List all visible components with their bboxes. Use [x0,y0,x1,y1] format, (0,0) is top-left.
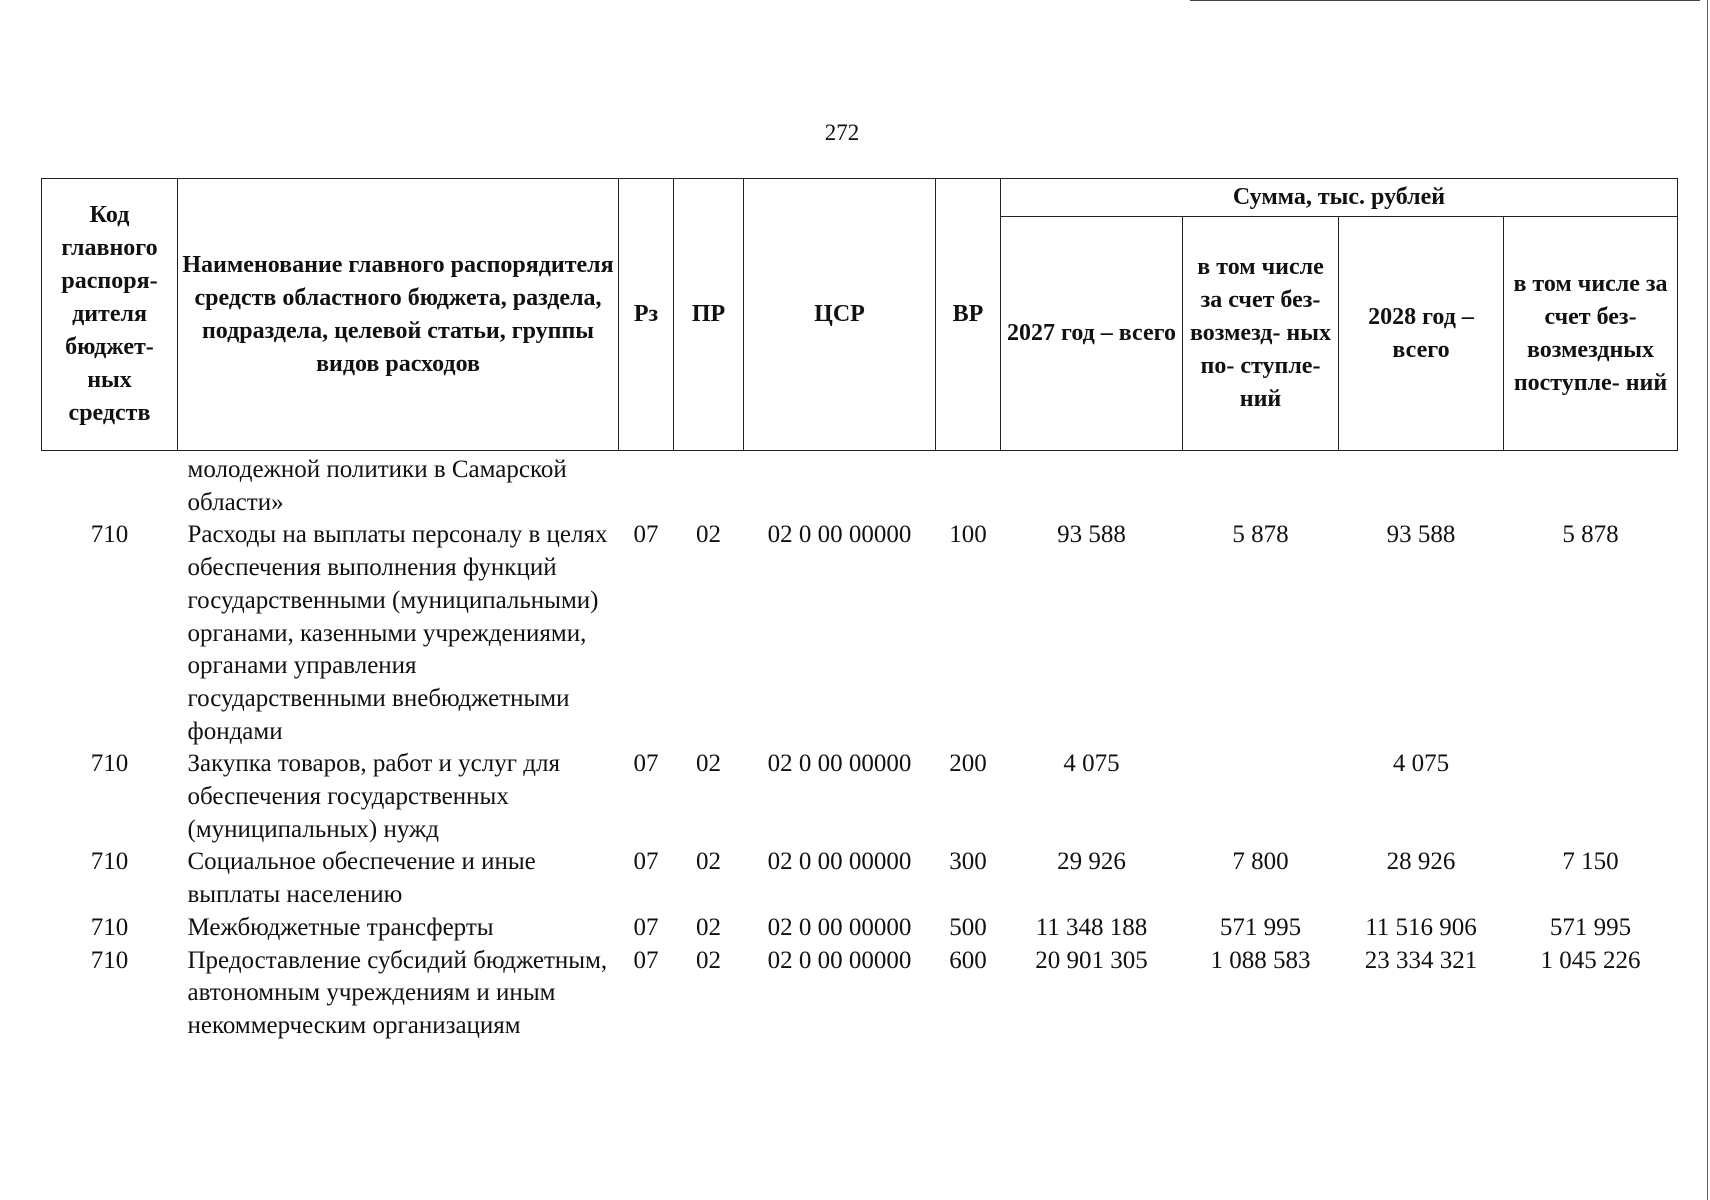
right-border-line [1707,0,1708,1200]
cell-rz: 07 [633,750,659,778]
top-border-line [1190,0,1700,1]
cell-code: 710 [90,946,129,974]
cell-name: Расходы на выплаты персоналу в целях обеспечения выполнения функций государственными (муниципальными) органами, казенными учреждениями, органами управления государственными внебюджетными фондами [187,521,608,745]
cell-2027-free: 1 088 583 [1210,946,1311,974]
cell-2027-total: 20 901 305 [1035,946,1148,974]
cell-name: Межбюджетные трансферты [187,913,494,941]
table-row [42,846,1678,911]
cell-2028-free: 5 878 [1562,521,1619,549]
cell-2027-free: 5 878 [1232,521,1289,549]
cell-rz: 07 [633,913,659,941]
table-row [42,519,1678,748]
cell-2028-total [1339,451,1504,520]
cell-2027-free: 571 995 [1219,913,1302,941]
header-name: Наименование главного распорядителя средств областного бюджета, раздела, подраздела, целевой статьи, группы видов расходов [178,179,619,451]
cell-2028-free [1504,451,1678,520]
cell-2028-free [1504,748,1678,846]
cell-rz: 07 [633,848,659,876]
cell-pr: 02 [696,848,721,876]
cell-2028-free: 7 150 [1562,848,1619,876]
table-header [42,179,1678,451]
cell-vr: 600 [949,946,987,974]
cell-2028-total: 93 588 [1386,521,1456,549]
cell-2027-total: 93 588 [1057,521,1126,549]
cell-pr: 02 [696,750,721,778]
cell-code: 710 [90,750,129,778]
header-csr: ЦСР [744,179,936,451]
cell-pr: 02 [696,521,721,549]
cell-2027-total: 11 348 188 [1035,913,1148,941]
cell-2028-free: 571 995 [1549,913,1632,941]
page-number: 272 [824,120,860,145]
table-row [42,451,1678,520]
budget-table [41,178,1678,1043]
header-2028-free: в том числе за счет без- возмездных поступле- ний [1504,217,1678,451]
cell-name: Социальное обеспечение и иные выплаты населению [187,848,536,909]
cell-2028-total: 4 075 [1392,750,1450,778]
cell-name: молодежной политики в Самарской области» [187,456,567,516]
header-pr: ПР [674,179,744,451]
cell-2027-total: 29 926 [1057,848,1126,876]
table-row [42,912,1678,945]
cell-pr [674,451,744,520]
header-sum-title: Сумма, тыс. рублей [1001,179,1678,217]
cell-name: Предоставление субсидий бюджетным, автономным учреждениям и иным некоммерческим организациям [187,946,608,1039]
cell-pr: 02 [696,946,721,974]
cell-code: 710 [90,913,129,941]
cell-2028-free: 1 045 226 [1540,946,1641,974]
table-row [42,945,1678,1043]
header-2027-total: 2027 год – всего [1001,217,1183,451]
cell-code [42,451,178,520]
header-vr: ВР [936,179,1001,451]
cell-2027-free [1183,451,1339,520]
cell-vr: 500 [949,913,987,941]
cell-vr: 200 [949,750,987,778]
table-row [42,748,1678,846]
cell-vr: 300 [949,848,987,876]
header-rz: Рз [619,179,674,451]
cell-2028-total: 23 334 321 [1364,946,1478,974]
cell-csr: 02 0 00 00000 [767,848,912,876]
cell-2028-total: 11 516 906 [1365,913,1477,941]
cell-name: Закупка товаров, работ и услуг для обеспечения государственных (муниципальных) нужд [187,750,560,843]
cell-csr: 02 0 00 00000 [767,521,912,549]
table-body [42,451,1678,1043]
cell-2027-total: 4 075 [1063,750,1120,778]
cell-2027-free: 7 800 [1232,848,1289,876]
header-code: Код главного распоря- дителя бюджет- ных средств [42,179,178,451]
header-2028-total: 2028 год – всего [1339,217,1504,451]
cell-rz: 07 [633,946,659,974]
cell-csr: 02 0 00 00000 [767,750,912,778]
cell-csr: 02 0 00 00000 [767,913,912,941]
cell-2027-free [1183,748,1339,846]
cell-code: 710 [90,848,129,876]
cell-pr: 02 [696,913,721,941]
cell-2028-total: 28 926 [1386,848,1456,876]
cell-rz: 07 [633,521,659,549]
cell-code: 710 [90,521,129,549]
cell-csr [744,451,936,520]
header-2027-free: в том числе за счет без- возмезд- ных по- ступле- ний [1183,217,1339,451]
cell-vr: 100 [949,521,987,549]
cell-rz [619,451,674,520]
cell-csr: 02 0 00 00000 [767,946,912,974]
cell-vr [936,451,1001,520]
cell-2027-total [1001,451,1183,520]
